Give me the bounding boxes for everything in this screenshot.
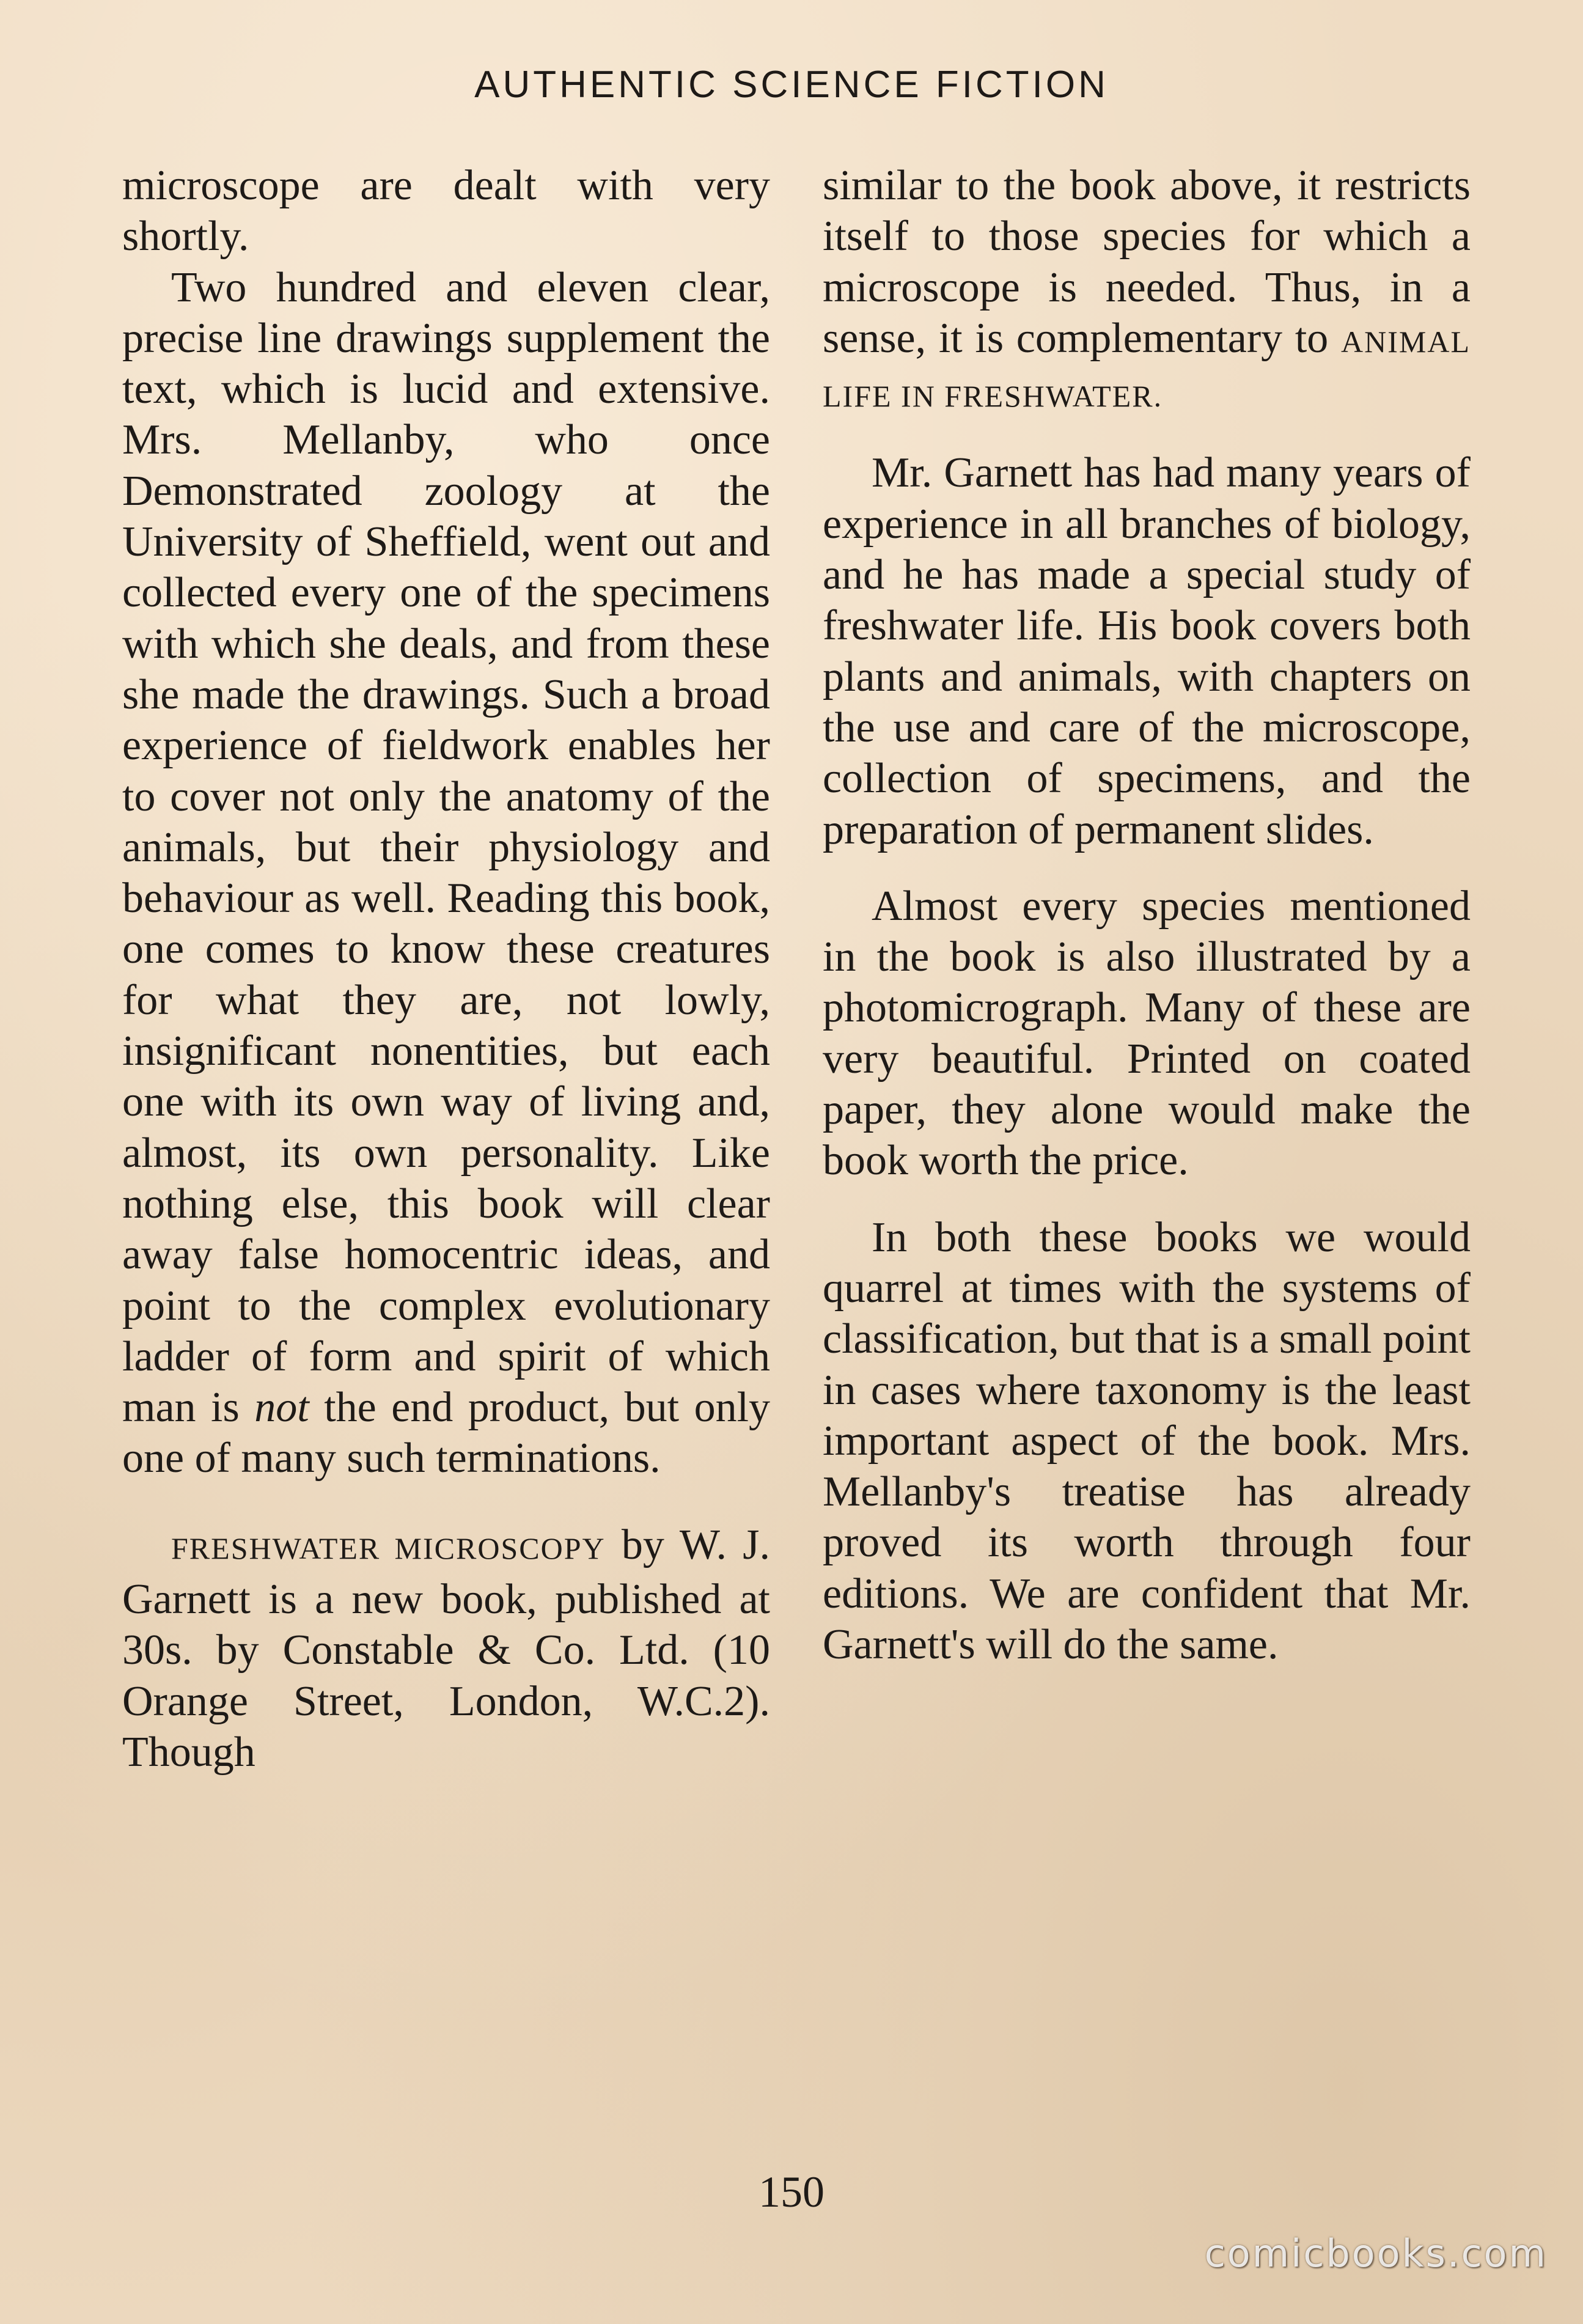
- right-column: [823, 160, 1471, 1670]
- right-paragraph-3: Almost every species mentioned in the book is also illustrated by a photomicrograph. Many of these are very beautiful. Printed on coated paper, they alone would make the book worth the price.: [823, 882, 1471, 1185]
- left-paragraph-3-text: by W. J. Garnett is a new book, published at 30s. by Constable & Co. Ltd. (10 Orange Street, London, W.C.2). Though: [122, 1521, 770, 1776]
- watermark: comicbooks.com: [1204, 2231, 1548, 2276]
- book-title-freshwater-microscopy: FRESHWATER MICROSCOPY: [171, 1531, 606, 1565]
- left-paragraph-2-end: the end product, but only one of many such terminations.: [122, 1384, 771, 1482]
- left-column: [122, 160, 770, 1778]
- left-paragraph-1: microscope are dealt with very shortly.: [122, 162, 770, 260]
- right-paragraph-4: In both these books we would quarrel at times with the systems of classification, but that is a small point in cases where taxonomy is the least important aspect of the book. Mrs. Mellanby's treatise has already proved its worth through four editions. We are confident that Mr. Garnett's will do the same.: [823, 1213, 1471, 1669]
- running-header: AUTHENTIC SCIENCE FICTION: [474, 64, 1109, 106]
- book-title-animal-life-in-freshwater: ANIMAL LIFE IN FRESHWATER.: [823, 324, 1471, 414]
- right-paragraph-1: [823, 160, 1471, 422]
- right-paragraph-1-text: similar to the book above, it restricts itself to those species for which a microscope is needed. Thus, in a sense, it is complementary to: [823, 162, 1471, 362]
- right-paragraph-2: Mr. Garnett has had many years of experience in all branches of biology, and he has made a special study of freshwater life. His book covers both plants and animals, with chapters on the use and care of the microscope, collection of specimens, and the preparation of permanent slides.: [823, 449, 1471, 853]
- left-paragraph-3: [122, 1520, 770, 1778]
- page-number: 150: [758, 2168, 825, 2216]
- left-paragraph-2-emphasis: not: [254, 1384, 309, 1432]
- left-paragraph-2: [122, 262, 770, 1484]
- left-paragraph-2-text: Two hundred and eleven clear, precise line drawings supplement the text, which is lucid and extensive. Mrs. Mellanby, who once Demonstrated zoology at the University of Sheffield, went out and collected every one of the specimens with which she deals, and from these she made the drawings. Such a broad experience of fieldwork enables her to cover not only the anatomy of the animals, but their physiology and behaviour as well. Reading this book, one comes to know these creatures for what they are, not lowly, insignificant nonentities, but each one with its own way of living and, almost, its own personality. Like nothing else, this book will clear away false homocentric ideas, and point to the complex evolutionary ladder of form and spirit of which man is: [122, 263, 770, 1432]
